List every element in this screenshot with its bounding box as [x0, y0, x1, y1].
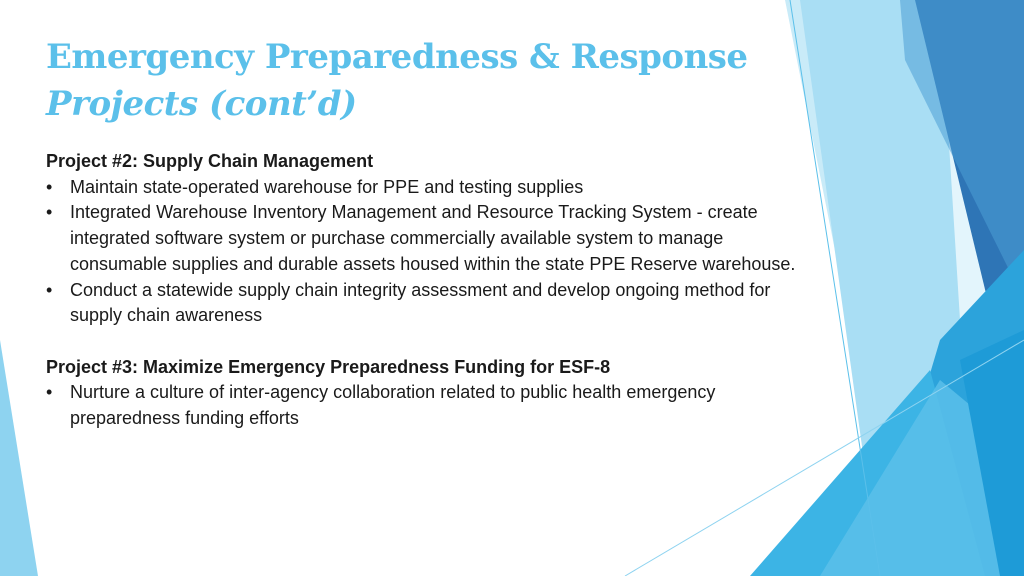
- bullet-item: [46, 380, 816, 431]
- bullet-item: [46, 278, 816, 329]
- bullet-list-project-3: [46, 380, 816, 431]
- slide-body: [46, 149, 816, 432]
- section-heading-project-3: Project #3: Maximize Emergency Preparedness Funding for ESF-8: [46, 356, 611, 377]
- bullet-item: [46, 175, 816, 201]
- bullet-item: [46, 200, 816, 277]
- title-line-2: Projects (cont’d): [46, 84, 357, 124]
- section-heading-project-2: Project #2: Supply Chain Management: [46, 151, 374, 171]
- slide-title: [46, 34, 766, 128]
- bullet-icon: •: [46, 382, 53, 403]
- bullet-icon: •: [46, 202, 53, 223]
- bullet-list-project-2: [46, 175, 816, 329]
- bullet-icon: •: [46, 279, 53, 300]
- section-spacer: [46, 329, 816, 355]
- bullet-text: Integrated Warehouse Inventory Management and Resource Tracking System - create integrated software system or purchase commercially available system to manage consumable supplies and durable assets housed within the state PPE Reserve warehouse.: [70, 202, 796, 274]
- bullet-text: Maintain state-operated warehouse for PPE and testing supplies: [70, 176, 584, 197]
- left-edge-accent: [0, 340, 38, 576]
- bullet-text: Nurture a culture of inter-agency collaboration related to public health emergency preparedness funding efforts: [70, 382, 716, 429]
- bullet-text: Conduct a statewide supply chain integrity assessment and develop ongoing method for supply chain awareness: [70, 279, 771, 326]
- bullet-icon: •: [46, 176, 53, 197]
- title-line-1: Emergency Preparedness & Response: [46, 37, 748, 77]
